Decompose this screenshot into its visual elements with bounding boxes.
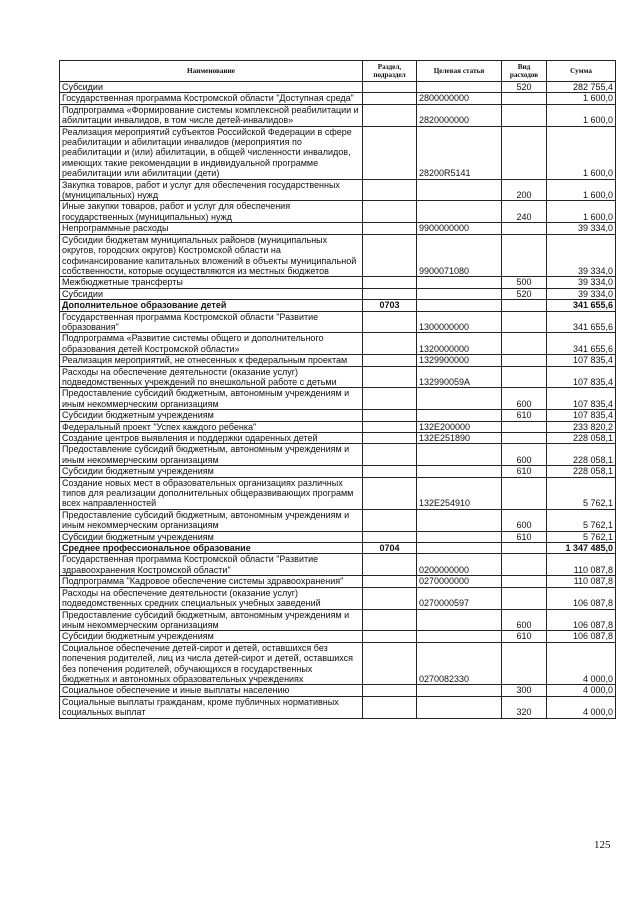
row-section-cell bbox=[363, 82, 417, 93]
table-row bbox=[60, 179, 616, 201]
row-type-cell bbox=[502, 333, 547, 355]
row-name-cell: Субсидии бюджетным учреждениям bbox=[60, 466, 363, 477]
row-name-cell: Среднее профессиональное образование bbox=[60, 543, 363, 554]
row-name-cell: Реализация мероприятий, не отнесенных к федеральным проектам bbox=[60, 355, 363, 366]
row-target-cell bbox=[417, 685, 502, 696]
row-name-cell: Расходы на обеспечение деятельности (оказание услуг) подведомственных средних специальных учебных заведений bbox=[60, 587, 363, 609]
table-row bbox=[60, 531, 616, 542]
row-type-cell: 320 bbox=[502, 696, 547, 718]
row-sum-cell: 4 000,0 bbox=[547, 685, 616, 696]
table-row bbox=[60, 685, 616, 696]
row-sum-cell: 106 087,8 bbox=[547, 631, 616, 642]
row-sum-cell: 341 655,6 bbox=[547, 333, 616, 355]
row-type-cell bbox=[502, 587, 547, 609]
row-section-cell: 0703 bbox=[363, 300, 417, 311]
table-row bbox=[60, 388, 616, 410]
table-row bbox=[60, 277, 616, 288]
row-sum-cell: 107 835,4 bbox=[547, 388, 616, 410]
page-number: 125 bbox=[594, 839, 611, 851]
row-target-cell: 0270082330 bbox=[417, 642, 502, 685]
table-row bbox=[60, 543, 616, 554]
row-type-cell bbox=[502, 234, 547, 277]
row-name-cell: Расходы на обеспечение деятельности (оказание услуг) подведомственных учреждений по внешкольной работе с детьми bbox=[60, 366, 363, 388]
row-type-cell: 300 bbox=[502, 685, 547, 696]
row-sum-cell: 1 600,0 bbox=[547, 179, 616, 201]
row-target-cell: 132E254910 bbox=[417, 477, 502, 509]
row-sum-cell: 110 087,8 bbox=[547, 554, 616, 576]
row-section-cell bbox=[363, 388, 417, 410]
table-row bbox=[60, 509, 616, 531]
row-name-cell: Социальное обеспечение и иные выплаты населению bbox=[60, 685, 363, 696]
row-name-cell: Реализация мероприятий субъектов Российской Федерации в сфере реабилитации и абилитации инвалидов (мероприятия по реабилитации и (или) абилитации, в общей численности инвалидов, имеющих такие рекомендации в индивидуальной программе реабилитации или абилитации (дети) bbox=[60, 126, 363, 179]
row-name-cell: Государственная программа Костромской области "Развитие здравоохранения Костромской области" bbox=[60, 554, 363, 576]
row-name-cell: Социальные выплаты гражданам, кроме публичных нормативных социальных выплат bbox=[60, 696, 363, 718]
table-row bbox=[60, 631, 616, 642]
row-section-cell bbox=[363, 477, 417, 509]
row-name-cell: Подпрограмма «Развитие системы общего и дополнительного образования детей Костромской области» bbox=[60, 333, 363, 355]
row-name-cell: Государственная программа Костромской области "Развитие образования" bbox=[60, 311, 363, 333]
row-section-cell bbox=[363, 201, 417, 223]
header-name: Наименование bbox=[60, 61, 363, 82]
row-name-cell: Субсидии bbox=[60, 288, 363, 299]
row-type-cell bbox=[502, 311, 547, 333]
row-name-cell: Межбюджетные трансферты bbox=[60, 277, 363, 288]
row-name-cell: Подпрограмма "Кадровое обеспечение системы здравоохранения" bbox=[60, 576, 363, 587]
row-target-cell bbox=[417, 444, 502, 466]
table-row bbox=[60, 223, 616, 234]
row-type-cell bbox=[502, 433, 547, 444]
row-target-cell: 28200R5141 bbox=[417, 126, 502, 179]
row-section-cell bbox=[363, 554, 417, 576]
table-row bbox=[60, 696, 616, 718]
table-row bbox=[60, 126, 616, 179]
table-row bbox=[60, 288, 616, 299]
row-target-cell bbox=[417, 388, 502, 410]
row-type-cell bbox=[502, 104, 547, 126]
table-row bbox=[60, 609, 616, 631]
row-name-cell: Субсидии бюджетам муниципальных районов (муниципальных округов, городских округов) Костромской области на софинансирование капитальных вложений в объекты муниципальной собственности, которые осуществляются из местных бюджетов bbox=[60, 234, 363, 277]
row-sum-cell: 39 334,0 bbox=[547, 277, 616, 288]
table-row bbox=[60, 82, 616, 93]
row-name-cell: Субсидии бюджетным учреждениям bbox=[60, 410, 363, 421]
row-name-cell: Предоставление субсидий бюджетным, автономным учреждениям и иным некоммерческим организациям bbox=[60, 444, 363, 466]
row-type-cell: 500 bbox=[502, 277, 547, 288]
row-section-cell bbox=[363, 126, 417, 179]
row-section-cell bbox=[363, 609, 417, 631]
row-section-cell bbox=[363, 444, 417, 466]
row-section-cell bbox=[363, 631, 417, 642]
row-sum-cell: 4 000,0 bbox=[547, 696, 616, 718]
row-sum-cell: 1 600,0 bbox=[547, 126, 616, 179]
row-name-cell: Государственная программа Костромской области "Доступная среда" bbox=[60, 93, 363, 104]
row-section-cell bbox=[363, 696, 417, 718]
row-section-cell bbox=[363, 104, 417, 126]
table-row bbox=[60, 300, 616, 311]
row-section-cell bbox=[363, 531, 417, 542]
row-type-cell bbox=[502, 366, 547, 388]
table-row bbox=[60, 433, 616, 444]
row-sum-cell: 4 000,0 bbox=[547, 642, 616, 685]
row-sum-cell: 228 058,1 bbox=[547, 466, 616, 477]
row-name-cell: Закупка товаров, работ и услуг для обеспечения государственных (муниципальных) нужд bbox=[60, 179, 363, 201]
table-row bbox=[60, 410, 616, 421]
row-sum-cell: 228 058,1 bbox=[547, 444, 616, 466]
row-name-cell: Предоставление субсидий бюджетным, автономным учреждениям и иным некоммерческим организациям bbox=[60, 388, 363, 410]
row-target-cell: 2820000000 bbox=[417, 104, 502, 126]
row-target-cell bbox=[417, 300, 502, 311]
row-sum-cell: 107 835,4 bbox=[547, 410, 616, 421]
row-section-cell bbox=[363, 642, 417, 685]
table-row bbox=[60, 642, 616, 685]
table-row bbox=[60, 466, 616, 477]
row-sum-cell: 1 600,0 bbox=[547, 93, 616, 104]
row-sum-cell: 341 655,6 bbox=[547, 300, 616, 311]
row-target-cell: 0270000597 bbox=[417, 587, 502, 609]
row-sum-cell: 107 835,4 bbox=[547, 355, 616, 366]
table-row bbox=[60, 366, 616, 388]
header-sum: Сумма bbox=[547, 61, 616, 82]
row-target-cell bbox=[417, 201, 502, 223]
row-section-cell bbox=[363, 410, 417, 421]
table-row bbox=[60, 201, 616, 223]
row-type-cell: 600 bbox=[502, 509, 547, 531]
row-type-cell bbox=[502, 421, 547, 432]
row-type-cell bbox=[502, 126, 547, 179]
row-type-cell: 520 bbox=[502, 82, 547, 93]
table-row bbox=[60, 104, 616, 126]
row-section-cell bbox=[363, 587, 417, 609]
row-sum-cell: 110 087,8 bbox=[547, 576, 616, 587]
row-sum-cell: 1 600,0 bbox=[547, 104, 616, 126]
row-type-cell: 240 bbox=[502, 201, 547, 223]
row-section-cell bbox=[363, 311, 417, 333]
row-target-cell: 1329900000 bbox=[417, 355, 502, 366]
row-section-cell bbox=[363, 685, 417, 696]
table-row bbox=[60, 554, 616, 576]
row-name-cell: Субсидии bbox=[60, 82, 363, 93]
table-body bbox=[60, 82, 616, 719]
row-target-cell: 0200000000 bbox=[417, 554, 502, 576]
row-target-cell: 0270000000 bbox=[417, 576, 502, 587]
table-row bbox=[60, 576, 616, 587]
table-row bbox=[60, 587, 616, 609]
row-type-cell: 610 bbox=[502, 466, 547, 477]
table-row bbox=[60, 93, 616, 104]
row-type-cell bbox=[502, 223, 547, 234]
row-section-cell bbox=[363, 277, 417, 288]
row-sum-cell: 1 600,0 bbox=[547, 201, 616, 223]
row-section-cell bbox=[363, 466, 417, 477]
row-section-cell bbox=[363, 223, 417, 234]
row-type-cell: 520 bbox=[502, 288, 547, 299]
table-row bbox=[60, 311, 616, 333]
row-name-cell: Субсидии бюджетным учреждениям bbox=[60, 531, 363, 542]
row-name-cell: Федеральный проект "Успех каждого ребенка" bbox=[60, 421, 363, 432]
row-section-cell bbox=[363, 366, 417, 388]
row-type-cell bbox=[502, 576, 547, 587]
row-target-cell bbox=[417, 288, 502, 299]
table-row bbox=[60, 355, 616, 366]
row-sum-cell: 106 087,8 bbox=[547, 609, 616, 631]
row-section-cell bbox=[363, 179, 417, 201]
row-sum-cell: 39 334,0 bbox=[547, 234, 616, 277]
row-name-cell: Социальное обеспечение детей-сирот и детей, оставшихся без попечения родителей, лиц из числа детей-сирот и детей, оставшихся без попечения родителей, обучающихся в государственных бюджетных и автономных образовательных учреждениях bbox=[60, 642, 363, 685]
row-target-cell bbox=[417, 631, 502, 642]
table-row bbox=[60, 421, 616, 432]
row-section-cell: 0704 bbox=[363, 543, 417, 554]
row-sum-cell: 1 347 485,0 bbox=[547, 543, 616, 554]
row-target-cell: 1300000000 bbox=[417, 311, 502, 333]
row-target-cell: 132E251890 bbox=[417, 433, 502, 444]
row-target-cell: 2800000000 bbox=[417, 93, 502, 104]
row-target-cell bbox=[417, 410, 502, 421]
row-name-cell: Предоставление субсидий бюджетным, автономным учреждениям и иным некоммерческим организациям bbox=[60, 609, 363, 631]
row-type-cell: 600 bbox=[502, 388, 547, 410]
row-section-cell bbox=[363, 576, 417, 587]
row-type-cell bbox=[502, 543, 547, 554]
table-row bbox=[60, 333, 616, 355]
header-target: Целевая статья bbox=[417, 61, 502, 82]
table-row bbox=[60, 234, 616, 277]
row-target-cell bbox=[417, 179, 502, 201]
row-target-cell: 9900071080 bbox=[417, 234, 502, 277]
row-target-cell bbox=[417, 509, 502, 531]
row-section-cell bbox=[363, 93, 417, 104]
row-sum-cell: 39 334,0 bbox=[547, 223, 616, 234]
row-section-cell bbox=[363, 433, 417, 444]
row-type-cell: 610 bbox=[502, 410, 547, 421]
row-sum-cell: 228 058,1 bbox=[547, 433, 616, 444]
row-type-cell: 610 bbox=[502, 531, 547, 542]
row-target-cell bbox=[417, 543, 502, 554]
row-target-cell: 132990059A bbox=[417, 366, 502, 388]
row-target-cell bbox=[417, 696, 502, 718]
row-type-cell: 610 bbox=[502, 631, 547, 642]
table-row bbox=[60, 477, 616, 509]
row-type-cell bbox=[502, 93, 547, 104]
row-name-cell: Иные закупки товаров, работ и услуг для обеспечения государственных (муниципальных) нужд bbox=[60, 201, 363, 223]
row-type-cell: 600 bbox=[502, 444, 547, 466]
row-target-cell: 1320000000 bbox=[417, 333, 502, 355]
row-sum-cell: 233 820,2 bbox=[547, 421, 616, 432]
row-section-cell bbox=[363, 288, 417, 299]
row-section-cell bbox=[363, 333, 417, 355]
row-name-cell: Создание новых мест в образовательных организациях различных типов для реализации дополнительных общеразвивающих программ всех направленностей bbox=[60, 477, 363, 509]
row-name-cell: Подпрограмма «Формирование системы комплексной реабилитации и абилитации инвалидов, в том числе детей-инвалидов» bbox=[60, 104, 363, 126]
row-sum-cell: 5 762,1 bbox=[547, 509, 616, 531]
row-type-cell bbox=[502, 355, 547, 366]
row-section-cell bbox=[363, 355, 417, 366]
row-type-cell bbox=[502, 300, 547, 311]
row-target-cell bbox=[417, 277, 502, 288]
row-name-cell: Непрограммные расходы bbox=[60, 223, 363, 234]
row-target-cell bbox=[417, 609, 502, 631]
row-section-cell bbox=[363, 421, 417, 432]
row-type-cell bbox=[502, 642, 547, 685]
table-row bbox=[60, 444, 616, 466]
row-name-cell: Субсидии бюджетным учреждениям bbox=[60, 631, 363, 642]
row-name-cell: Создание центров выявления и поддержки одаренных детей bbox=[60, 433, 363, 444]
row-target-cell bbox=[417, 82, 502, 93]
row-target-cell: 9900000000 bbox=[417, 223, 502, 234]
row-sum-cell: 106 087,8 bbox=[547, 587, 616, 609]
row-target-cell: 132E200000 bbox=[417, 421, 502, 432]
row-type-cell bbox=[502, 554, 547, 576]
row-name-cell: Предоставление субсидий бюджетным, автономным учреждениям и иным некоммерческим организациям bbox=[60, 509, 363, 531]
row-section-cell bbox=[363, 234, 417, 277]
row-sum-cell: 107 835,4 bbox=[547, 366, 616, 388]
table-header-row bbox=[60, 61, 616, 82]
row-type-cell: 600 bbox=[502, 609, 547, 631]
row-sum-cell: 5 762,1 bbox=[547, 477, 616, 509]
header-section: Раздел, подраздел bbox=[363, 61, 417, 82]
row-sum-cell: 39 334,0 bbox=[547, 288, 616, 299]
row-target-cell bbox=[417, 466, 502, 477]
row-sum-cell: 341 655,6 bbox=[547, 311, 616, 333]
row-sum-cell: 5 762,1 bbox=[547, 531, 616, 542]
row-section-cell bbox=[363, 509, 417, 531]
row-name-cell: Дополнительное образование детей bbox=[60, 300, 363, 311]
budget-table bbox=[59, 60, 616, 719]
header-type: Вид расходов bbox=[502, 61, 547, 82]
row-type-cell: 200 bbox=[502, 179, 547, 201]
row-sum-cell: 282 755,4 bbox=[547, 82, 616, 93]
row-target-cell bbox=[417, 531, 502, 542]
row-type-cell bbox=[502, 477, 547, 509]
